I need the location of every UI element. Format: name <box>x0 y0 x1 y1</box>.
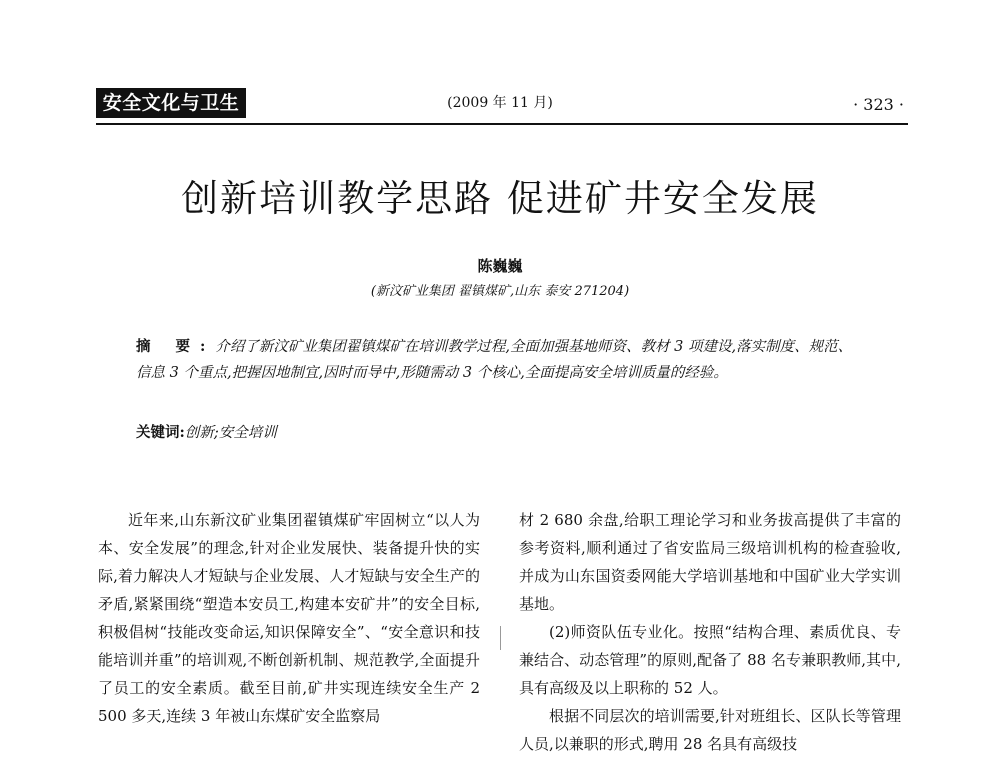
body-paragraph: 根据不同层次的培训需要,针对班组长、区队长等管理人员,以兼职的形式,聘用 28 名具有高级技 <box>519 707 901 753</box>
author-name: 陈巍巍 <box>477 257 523 275</box>
body-paragraph: 近年来,山东新汶矿业集团翟镇煤矿牢固树立“以人为本、安全发展”的理念,针对企业发展快、装备提升快的实际,着力解决人才短缺与企业发展、人才短缺与安全生产的矛盾,紧紧围绕“塑造本安员工,构建本安矿井”的安全目标,积极倡树“技能改变命运,知识保障安全”、“安全意识和技能培训并重”的培训观,不断创新机制、规范教学,全面提升了员工的安全素质。截至目前,矿井实现连续安全生产 2 500 多天,连续 3 年被山东煤矿安全监察局 <box>98 511 480 725</box>
issue-date: (2009 年 11 月) <box>447 95 553 111</box>
keywords-label: 关键词: <box>136 424 185 441</box>
journal-section-tag: 安全文化与卫生 <box>96 88 246 118</box>
body-right-column <box>519 506 901 758</box>
abstract-text: 介绍了新汶矿业集团翟镇煤矿在培训教学过程,全面加强基地师资、教材 3 项建设,落实制度、规范、信息 3 个重点,把握因地制宜,因时而导中,形随需动 3 个核心,全面提高安全培训质量的经验。 <box>136 339 853 381</box>
column-divider <box>500 626 501 650</box>
author-affiliation: (新汶矿业集团 翟镇煤矿,山东 泰安 271204) <box>370 284 630 299</box>
article-title: 创新培训教学思路 促进矿井安全发展 <box>181 177 819 220</box>
page-number: · 323 · <box>853 95 904 114</box>
header-divider <box>96 123 908 125</box>
body-paragraph: (2)师资队伍专业化。按照“结构合理、素质优良、专兼结合、动态管理”的原则,配备了 88 名专兼职教师,其中,具有高级及以上职称的 52 人。 <box>519 623 901 697</box>
keywords <box>136 420 866 446</box>
abstract-label: 摘 要: <box>136 338 216 355</box>
keywords-text: 创新;安全培训 <box>184 425 277 441</box>
body-paragraph: 材 2 680 余盘,给职工理论学习和业务拔高提供了丰富的参考资料,顺利通过了省安监局三级培训机构的检查验收,并成为山东国资委网能大学培训基地和中国矿业大学实训基地。 <box>519 511 901 613</box>
abstract <box>136 334 866 386</box>
body-left-column <box>98 506 480 730</box>
